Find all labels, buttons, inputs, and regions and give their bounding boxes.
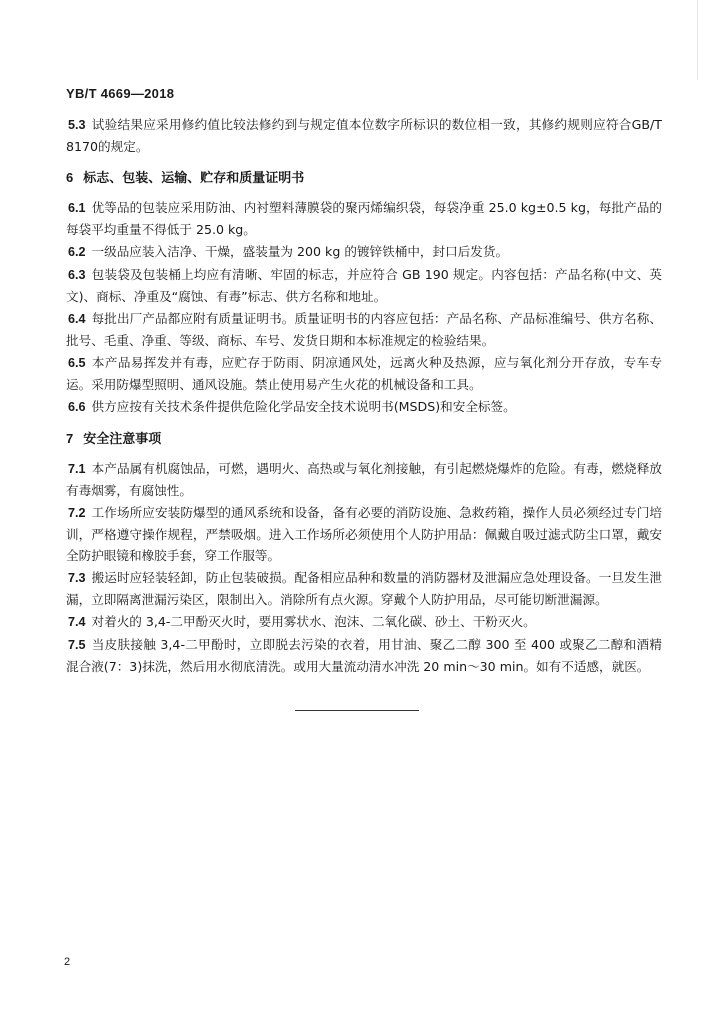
clause-text: 包装袋及包装桶上均应有清晰、牢固的标志，并应符合 GB 190 规定。内容包括：产品名称(中文、英文)、商标、净重及“腐蚀、有毒”标志、供方名称和地址。 (66, 267, 662, 304)
clause-number: 7.5 (68, 638, 86, 652)
standard-code: YB/T 4669—2018 (66, 86, 175, 101)
clause-text: 每批出厂产品都应附有质量证明书。质量证明书的内容应包括：产品名称、产品标准编号、供方名称、批号、毛重、净重、等级、商标、车号、发货日期和本标准规定的检验结果。 (66, 311, 662, 348)
page-number: 2 (64, 956, 71, 968)
clause-text: 一级品应装入洁净、干燥，盛装量为 200 kg 的镀锌铁桶中，封口后发货。 (91, 244, 509, 259)
clause-6-3 (66, 264, 662, 307)
clause-text: 本产品易挥发并有毒，应贮存于防雨、阴凉通风处，远离火种及热源，应与氧化剂分开存放，专车专运。采用防爆型照明、通风设施。禁止使用易产生火花的机械设备和工具。 (66, 355, 662, 392)
clause-number: 6.2 (68, 245, 86, 259)
clause-number: 7.1 (68, 462, 86, 476)
clause-number: 6.6 (68, 400, 86, 414)
heading-text: 标志、包装、运输、贮存和质量证明书 (83, 171, 305, 186)
heading-text: 安全注意事项 (83, 432, 162, 447)
clause-text: 本产品属有机腐蚀品，可燃，遇明火、高热或与氧化剂接触，有引起燃烧爆炸的危险。有毒，燃烧释放有毒烟雾，有腐蚀性。 (66, 461, 662, 498)
clause-6-4 (66, 308, 662, 351)
scan-edge-line (697, 0, 698, 80)
end-of-document-rule (295, 710, 419, 711)
clause-7-3 (66, 567, 662, 610)
clause-7-2 (66, 502, 662, 566)
clause-text: 工作场所应安装防爆型的通风系统和设备，备有必要的消防设施、急救药箱，操作人员必须经过专门培训，严格遵守操作规程，严禁吸烟。进入工作场所必须使用个人防护用品：佩戴自吸过滤式防尘口罩，戴安全防护眼镜和橡胶手套，穿工作服等。 (66, 505, 662, 563)
heading-number: 6 (66, 170, 74, 185)
clause-7-5 (66, 634, 662, 677)
clause-text: 供方应按有关技术条件提供危险化学品安全技术说明书(MSDS)和安全标签。 (91, 399, 516, 414)
heading-number: 7 (66, 431, 74, 446)
clause-text: 试验结果应采用修约值比较法修约到与规定值本位数字所标识的数位相一致，其修约规则应符合GB/T 8170的规定。 (66, 117, 662, 154)
clause-text: 当皮肤接触 3,4-二甲酚时，立即脱去污染的衣着，用甘油、聚乙二醇 300 至 400 或聚乙二醇和酒精混合液(7：3)抹洗，然后用水彻底清洗。或用大量流动清水冲洗 20 min～30 min。如有不适感，就医。 (66, 637, 662, 674)
clause-6-5 (66, 352, 662, 395)
clause-number: 6.5 (68, 356, 86, 370)
document-body (66, 114, 662, 678)
clause-text: 对着火的 3,4-二甲酚灭火时，要用雾状水、泡沫、二氧化碳、砂土、干粉灭火。 (91, 614, 536, 629)
clause-number: 7.3 (68, 571, 86, 585)
clause-6-6 (66, 396, 662, 418)
clause-6-1 (66, 197, 662, 240)
clause-number: 6.1 (68, 201, 86, 215)
clause-number: 7.2 (68, 506, 86, 520)
clause-6-2 (66, 241, 662, 263)
clause-text: 搬运时应轻装轻卸，防止包装破损。配备相应品种和数量的消防器材及泄漏应急处理设备。一旦发生泄漏，立即隔离泄漏污染区，限制出入。消除所有点火源。穿戴个人防护用品，尽可能切断泄漏源。 (66, 570, 662, 607)
clause-number: 7.4 (68, 615, 86, 629)
section-heading-6 (66, 167, 662, 189)
clause-5-3 (66, 114, 662, 157)
clause-number: 6.4 (68, 312, 86, 326)
clause-7-1 (66, 458, 662, 501)
clause-number: 6.3 (68, 268, 86, 282)
clause-7-4 (66, 611, 662, 633)
section-heading-7 (66, 428, 662, 450)
clause-number: 5.3 (68, 118, 86, 132)
clause-text: 优等品的包装应采用防油、内衬塑料薄膜袋的聚丙烯编织袋，每袋净重 25.0 kg±0.5 kg，每批产品的每袋平均重量不得低于 25.0 kg。 (66, 200, 662, 237)
